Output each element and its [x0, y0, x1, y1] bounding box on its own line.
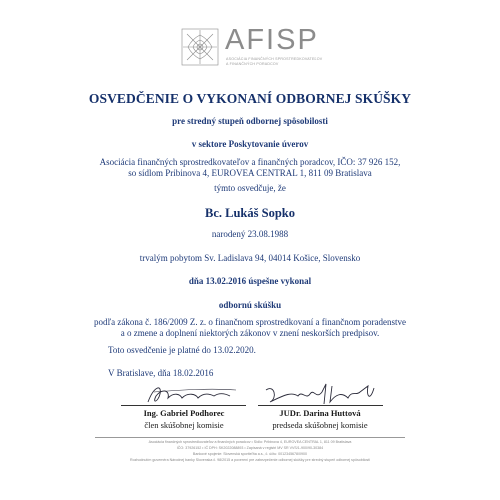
- logo-subtitle-line1: ASOCIÁCIA FINANČNÝCH SPROSTREDKOVATEĽOV: [226, 57, 323, 61]
- right-signatory-name: JUDr. Darina Huttová: [279, 408, 361, 418]
- footer-line-3: Bankové spojenie: Slovenská sporiteľňa a.s., č. účtu: 0012345678/0900: [192, 452, 308, 456]
- residence-line: trvalým pobytom Sv. Ladislava 94, 04014 Košice, Slovensko: [139, 253, 361, 263]
- validity-line: Toto osvedčenie je platné do 13.02.2020.: [108, 345, 256, 355]
- logo-subtitle-line2: A FINANČNÝCH PORADCOV: [226, 62, 279, 66]
- left-signatory-name: Ing. Gabriel Podhorec: [143, 408, 225, 418]
- law-line-1: podľa zákona č. 186/2009 Z. z. o finančnom sprostredkovaní a finančnom poradenstve: [93, 317, 407, 327]
- left-signatory-role: člen skúšobnej komisie: [144, 420, 224, 430]
- right-signature: [256, 380, 406, 408]
- afisp-emblem-icon: [181, 28, 219, 66]
- logo-wordmark: AFISP: [225, 24, 319, 56]
- association-line-2: so sídlom Pribinova 4, EUROVEA CENTRAL 1, 811 09 Bratislava: [128, 168, 372, 178]
- competence-level: pre stredný stupeň odbornej spôsobilosti: [172, 116, 328, 126]
- birth-date: narodený 23.08.1988: [211, 229, 289, 239]
- afisp-logo: [181, 24, 323, 68]
- footer-divider: [95, 437, 405, 438]
- confirms-line: týmto osvedčuje, že: [214, 183, 286, 193]
- right-signatory-role: predseda skúšobnej komisie: [272, 420, 368, 430]
- holder-name: Bc. Lukáš Sopko: [205, 206, 295, 220]
- footer-line-1: Asociácia finančných sprostredkovateľov a finančných poradcov • Sídlo: Pribinova 4, EUROVEA CENTRAL 1, 811 09 Bratislava: [148, 440, 352, 444]
- left-signature-rule: [121, 405, 246, 406]
- certificate-title: OSVEDČENIE O VYKONANÍ ODBORNEJ SKÚŠKY: [88, 91, 412, 106]
- exam-date-line: dňa 13.02.2016 úspešne vykonal: [188, 276, 312, 286]
- law-line-2: a o zmene a doplnení niektorých zákonov v znení neskorších predpisov.: [120, 328, 380, 338]
- place-date-line: V Bratislave, dňa 18.02.2016: [108, 368, 214, 378]
- right-signature-scribble: [256, 380, 406, 408]
- sector-line: v sektore Poskytovanie úverov: [191, 139, 309, 149]
- right-signature-rule: [258, 405, 383, 406]
- footer-line-4: Rozhodnutím guvernéra Národnej banky Slovenska č. 98/2015 a poverení pre zabezpečenie odbornej skúšky pre stredný stupeň odbornej spôsobilosti: [130, 458, 370, 462]
- exam-label: odbornú skúšku: [218, 300, 282, 310]
- footer-line-2: IČO: 37926152 • IČ DPH: SK2022088893 • Zapísaná v registri MV SR VVS/1-900/90-30384: [176, 446, 324, 450]
- association-line-1: Asociácia finančných sprostredkovateľov a finančných poradcov, IČO: 37 926 152,: [99, 157, 401, 167]
